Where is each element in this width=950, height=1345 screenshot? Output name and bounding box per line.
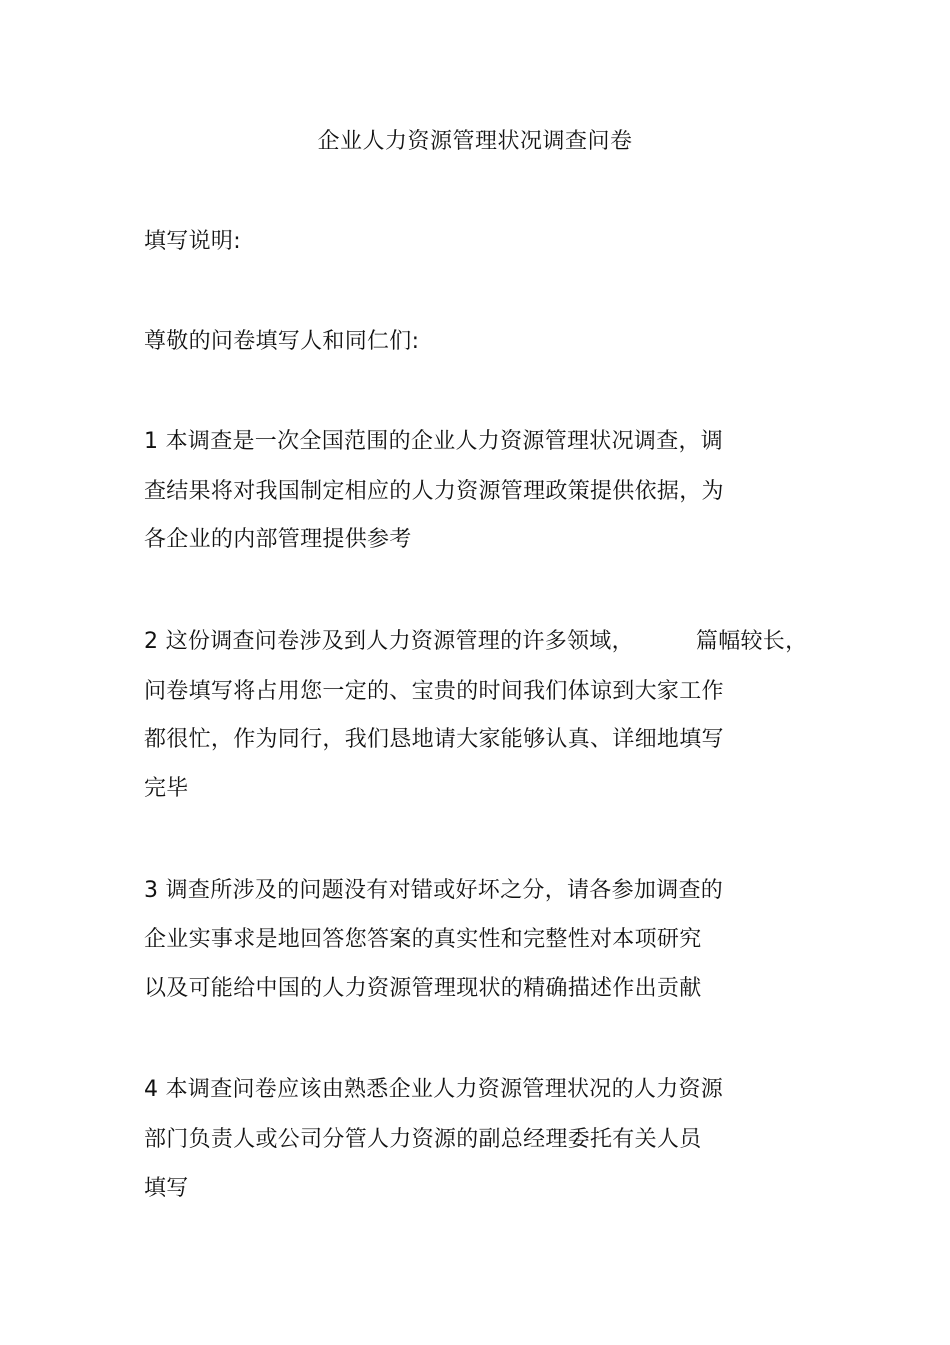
item-1-line-1: 1 本调查是一次全国范围的企业人力资源管理状况调查，调	[144, 429, 724, 454]
item-2-line-3: 都很忙，作为同行，我们恳地请大家能够认真、详细地填写	[144, 727, 724, 752]
item-4-line-2: 部门负责人或公司分管人力资源的副总经理委托有关人员	[144, 1127, 702, 1152]
item-2-line-4: 完毕	[144, 776, 189, 801]
item-1-line-3: 各企业的内部管理提供参考	[144, 527, 412, 552]
item-4-line-1: 4 本调查问卷应该由熟悉企业人力资源管理状况的人力资源	[144, 1077, 724, 1102]
item-2-line-1-text-a: 2 这份调查问卷涉及到人力资源管理的许多领域，	[144, 629, 634, 654]
item-3-line-3: 以及可能给中国的人力资源管理现状的精确描述作出贡献	[144, 976, 702, 1001]
salutation: 尊敬的问卷填写人和同仁们:	[144, 329, 420, 354]
item-2-line-2: 问卷填写将占用您一定的、宝贵的时间我们体谅到大家工作	[144, 679, 724, 704]
document-title: 企业人力资源管理状况调查问卷	[317, 129, 633, 154]
item-4-line-3: 填写	[144, 1176, 189, 1201]
item-3-line-2: 企业实事求是地回答您答案的真实性和完整性对本项研究	[144, 927, 702, 952]
item-2-line-1	[144, 626, 807, 658]
item-2-line-1-text-b: 篇幅较长，	[695, 629, 808, 654]
item-1-line-2: 查结果将对我国制定相应的人力资源管理政策提供依据，为	[144, 479, 724, 504]
item-3-line-1: 3 调查所涉及的问题没有对错或好坏之分，请各参加调查的	[144, 878, 724, 903]
instructions-heading: 填写说明:	[144, 229, 241, 254]
